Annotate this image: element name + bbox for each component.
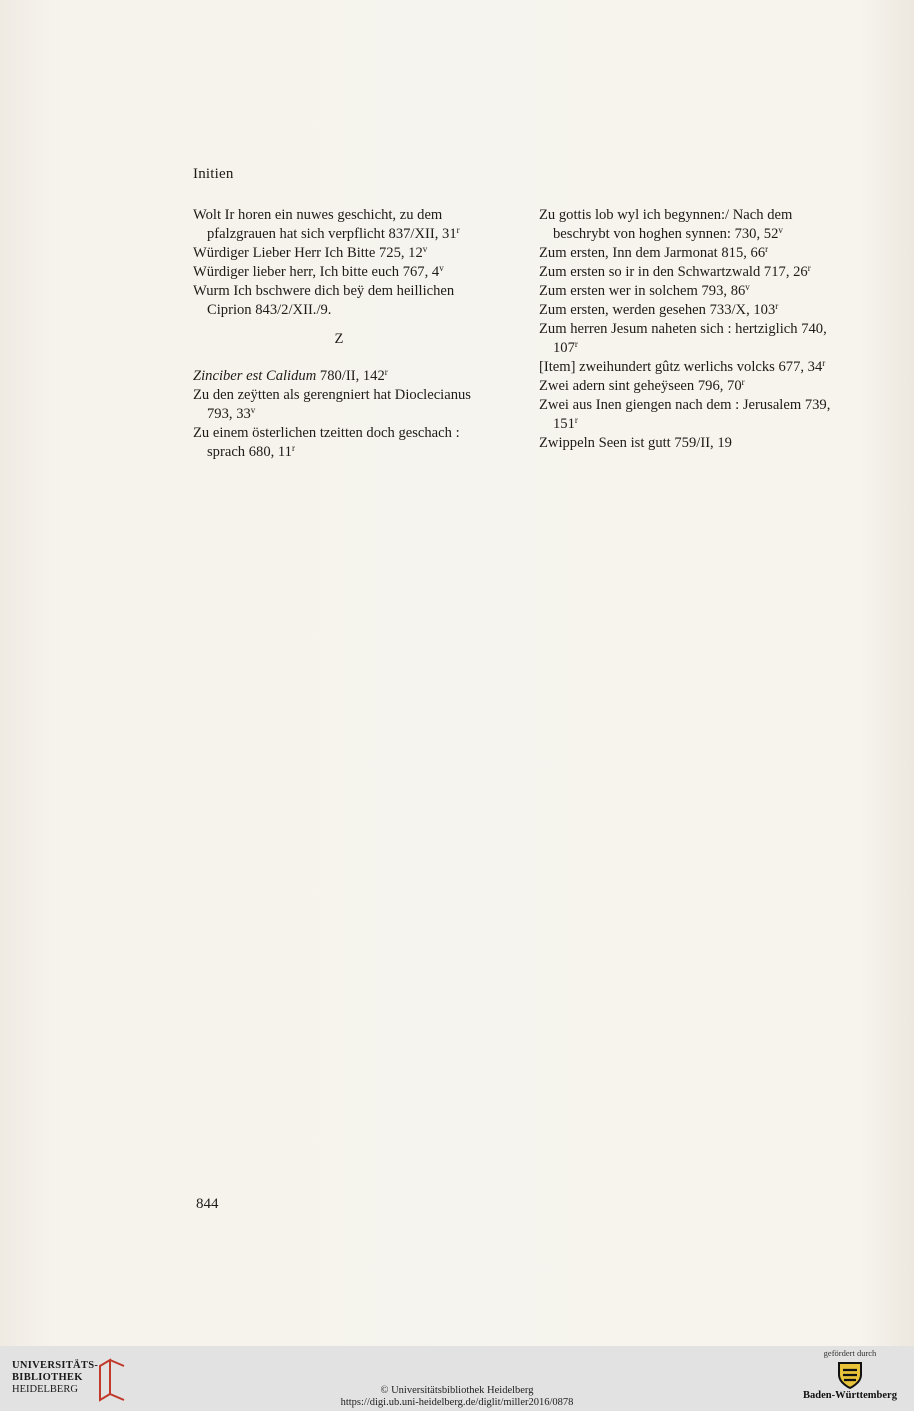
index-entry: [193, 206, 485, 244]
folio-side-marker: r: [765, 244, 769, 254]
index-entry: [539, 263, 831, 282]
index-entry: [193, 367, 485, 386]
folio-side-marker: v: [422, 244, 428, 254]
folio-side-marker: r: [822, 358, 826, 368]
folio-side-marker: v: [250, 405, 256, 415]
entry-text: Zu den zeÿtten als gerengniert hat Dioclecianus 793, 33: [193, 387, 471, 422]
logo-line-3: HEIDELBERG: [12, 1384, 78, 1395]
copyright-block: [0, 1385, 914, 1409]
right-column: [539, 206, 831, 453]
index-entry: [539, 377, 831, 396]
index-entry: [539, 396, 831, 434]
index-entry: [193, 244, 485, 263]
index-entry: [539, 320, 831, 358]
permalink-url[interactable]: https://digi.ub.uni-heidelberg.de/diglit/miller2016/0878: [340, 1397, 574, 1408]
index-entry: [539, 301, 831, 320]
index-entry: [193, 263, 485, 282]
entry-text: Wolt Ir horen ein nuwes geschicht, zu dem pfalzgrauen hat sich verpflicht 837/XII, 31: [193, 207, 457, 242]
folio-side-marker: r: [456, 225, 460, 235]
section-letter: Z: [334, 331, 344, 347]
index-entry: [539, 358, 831, 377]
entry-text: Würdiger lieber herr, Ich bitte euch 767, 4: [193, 264, 440, 280]
sponsor-block[interactable]: [800, 1348, 900, 1401]
sponsor-label: gefördert durch: [823, 1348, 877, 1358]
folio-side-marker: v: [745, 282, 750, 292]
entry-text: Wurm Ich bschwere dich beÿ dem heillichen Ciprion 843/2/XII./9.: [193, 283, 455, 318]
folio-side-marker: r: [775, 301, 779, 311]
folio-side-marker: r: [291, 443, 295, 453]
folio-side-marker: r: [574, 415, 578, 425]
folio-side-marker: v: [439, 263, 444, 273]
entry-italic-text: Zinciber est Calidum: [193, 368, 317, 384]
sponsor-name: Baden-Württemberg: [803, 1390, 897, 1401]
entry-text: Zum ersten, werden gesehen 733/X, 103: [539, 302, 776, 318]
folio-side-marker: r: [384, 367, 388, 377]
folio-side-marker: r: [574, 339, 578, 349]
index-entry: [539, 282, 831, 301]
entry-text: Zum ersten so ir in den Schwartzwald 717, 26: [539, 264, 808, 280]
left-entries-after: [193, 367, 485, 462]
entry-text: Zwei aus Inen giengen nach dem : Jerusalem 739, 151: [539, 397, 831, 432]
index-entry: [539, 206, 831, 244]
left-entries-before: [193, 206, 485, 320]
entry-text: Zu gottis lob wyl ich begynnen:/ Nach dem beschrybt von hoghen synnen: 730, 52: [539, 207, 793, 242]
index-entry: [193, 386, 485, 424]
index-entry: [539, 434, 831, 453]
entry-text: Würdiger Lieber Herr Ich Bitte 725, 12: [193, 245, 423, 261]
coat-of-arms-icon: [837, 1361, 863, 1389]
entry-text: Zum ersten wer in solchem 793, 86: [539, 283, 746, 299]
folio-side-marker: r: [807, 263, 811, 273]
logo-line-2: BIBLIOTHEK: [12, 1372, 83, 1383]
entry-text: [Item] zweihundert gûtz werlichs volcks 677, 34: [539, 359, 823, 375]
running-header: Initien: [193, 166, 234, 182]
index-entry: [193, 424, 485, 462]
entry-text: Zum ersten, Inn dem Jarmonat 815, 66: [539, 245, 766, 261]
logo-line-1: UNIVERSITÄTS-: [12, 1360, 99, 1371]
index-entry: [539, 244, 831, 263]
right-entries: [539, 206, 831, 453]
entry-text: Zwei adern sint geheÿseen 796, 70: [539, 378, 742, 394]
folio-side-marker: v: [778, 225, 783, 235]
page-number: 844: [196, 1196, 219, 1212]
left-column: [193, 206, 485, 462]
copyright-text: © Universitätsbibliothek Heidelberg: [380, 1385, 534, 1396]
folio-side-marker: r: [741, 377, 745, 387]
entry-text: Zum herren Jesum naheten sich : hertziglich 740, 107: [539, 321, 827, 356]
entry-text: Zwippeln Seen ist gutt 759/II, 19: [539, 435, 732, 451]
entry-text: 780/II, 142: [316, 368, 385, 384]
index-entry: [193, 282, 485, 320]
entry-text: Zu einem österlichen tzeitten doch geschach : sprach 680, 11: [193, 425, 460, 460]
